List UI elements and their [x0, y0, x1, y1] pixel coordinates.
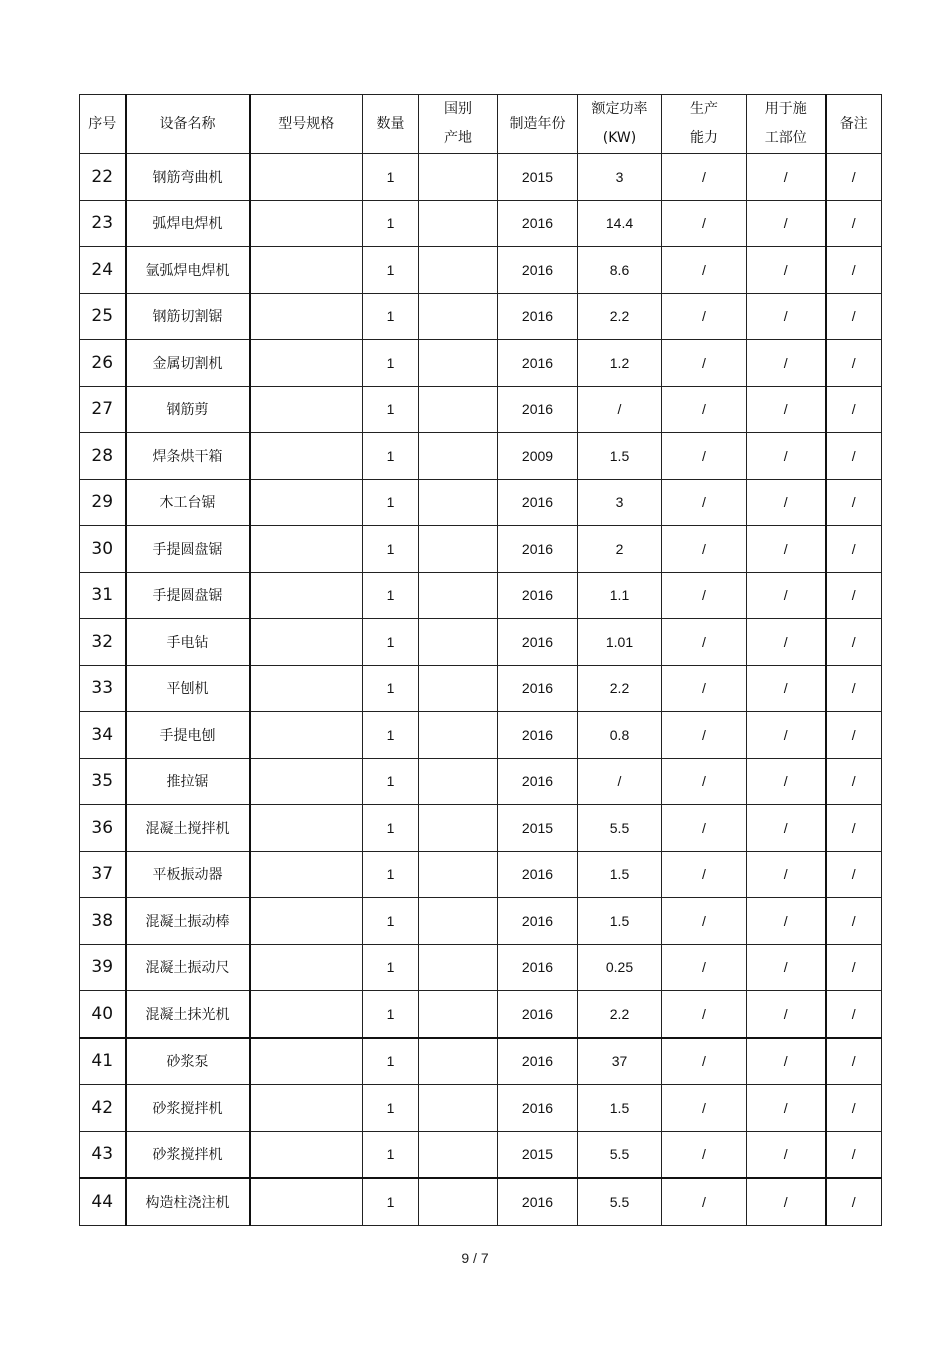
table-row: [80, 247, 882, 294]
cell-note: /: [826, 758, 882, 805]
cell-usage: /: [747, 1178, 826, 1225]
cell-note: /: [826, 154, 882, 201]
cell-capacity: /: [662, 991, 747, 1038]
cell-seq: 34: [80, 712, 126, 759]
cell-power: /: [578, 758, 662, 805]
cell-year: 2016: [498, 712, 578, 759]
cell-name: 手电钻: [126, 619, 250, 666]
header-model: 型号规格: [250, 95, 363, 154]
cell-seq: 31: [80, 572, 126, 619]
cell-note: /: [826, 665, 882, 712]
cell-usage: /: [747, 851, 826, 898]
cell-usage: /: [747, 247, 826, 294]
cell-usage: /: [747, 1085, 826, 1132]
cell-origin: [419, 1038, 498, 1085]
cell-model: [250, 479, 363, 526]
cell-note: /: [826, 619, 882, 666]
cell-year: 2016: [498, 572, 578, 619]
cell-qty: 1: [363, 479, 419, 526]
cell-name: 手提圆盘锯: [126, 526, 250, 573]
table-row: [80, 805, 882, 852]
header-seq: 序号: [80, 95, 126, 154]
cell-model: [250, 247, 363, 294]
cell-note: /: [826, 1038, 882, 1085]
cell-note: /: [826, 386, 882, 433]
cell-origin: [419, 247, 498, 294]
cell-note: /: [826, 293, 882, 340]
header-origin: 国别 产地: [419, 95, 498, 154]
cell-year: 2016: [498, 526, 578, 573]
cell-year: 2016: [498, 619, 578, 666]
table-row: [80, 340, 882, 387]
cell-origin: [419, 572, 498, 619]
table-row: [80, 712, 882, 759]
cell-capacity: /: [662, 1038, 747, 1085]
cell-origin: [419, 944, 498, 991]
cell-seq: 44: [80, 1178, 126, 1225]
cell-model: [250, 386, 363, 433]
header-name: 设备名称: [126, 95, 250, 154]
cell-model: [250, 1178, 363, 1225]
cell-seq: 23: [80, 200, 126, 247]
cell-qty: 1: [363, 386, 419, 433]
table-row: [80, 619, 882, 666]
page-number: 9 / 7: [461, 1250, 489, 1266]
cell-note: /: [826, 479, 882, 526]
cell-seq: 29: [80, 479, 126, 526]
cell-seq: 38: [80, 898, 126, 945]
cell-name: 钢筋切割锯: [126, 293, 250, 340]
table-row: [80, 665, 882, 712]
header-power: 额定功率 (KW): [578, 95, 662, 154]
cell-seq: 42: [80, 1085, 126, 1132]
cell-seq: 22: [80, 154, 126, 201]
cell-origin: [419, 293, 498, 340]
cell-year: 2016: [498, 1085, 578, 1132]
cell-name: 钢筋剪: [126, 386, 250, 433]
cell-year: 2016: [498, 991, 578, 1038]
cell-note: /: [826, 1178, 882, 1225]
cell-power: 1.1: [578, 572, 662, 619]
cell-qty: 1: [363, 944, 419, 991]
cell-usage: /: [747, 1038, 826, 1085]
cell-model: [250, 572, 363, 619]
cell-name: 混凝土振动尺: [126, 944, 250, 991]
cell-name: 平板振动器: [126, 851, 250, 898]
cell-year: 2016: [498, 758, 578, 805]
cell-note: /: [826, 944, 882, 991]
cell-qty: 1: [363, 572, 419, 619]
table-header: [80, 95, 882, 154]
cell-name: 弧焊电焊机: [126, 200, 250, 247]
cell-model: [250, 1131, 363, 1178]
cell-year: 2016: [498, 293, 578, 340]
table-row: [80, 479, 882, 526]
cell-capacity: /: [662, 944, 747, 991]
cell-note: /: [826, 526, 882, 573]
cell-usage: /: [747, 386, 826, 433]
cell-usage: /: [747, 712, 826, 759]
cell-capacity: /: [662, 526, 747, 573]
cell-origin: [419, 433, 498, 480]
cell-capacity: /: [662, 1131, 747, 1178]
header-note: 备注: [826, 95, 882, 154]
cell-power: 8.6: [578, 247, 662, 294]
cell-name: 钢筋弯曲机: [126, 154, 250, 201]
cell-model: [250, 293, 363, 340]
cell-seq: 35: [80, 758, 126, 805]
cell-name: 焊条烘干箱: [126, 433, 250, 480]
cell-qty: 1: [363, 758, 419, 805]
cell-model: [250, 1085, 363, 1132]
cell-model: [250, 991, 363, 1038]
cell-model: [250, 758, 363, 805]
cell-usage: /: [747, 340, 826, 387]
cell-usage: /: [747, 293, 826, 340]
cell-power: 2.2: [578, 991, 662, 1038]
cell-power: 1.01: [578, 619, 662, 666]
cell-year: 2015: [498, 154, 578, 201]
cell-capacity: /: [662, 1178, 747, 1225]
cell-year: 2016: [498, 851, 578, 898]
cell-origin: [419, 479, 498, 526]
header-capacity: 生产 能力: [662, 95, 747, 154]
cell-name: 混凝土振动棒: [126, 898, 250, 945]
cell-power: 14.4: [578, 200, 662, 247]
cell-usage: /: [747, 572, 826, 619]
cell-power: 0.25: [578, 944, 662, 991]
cell-note: /: [826, 991, 882, 1038]
cell-capacity: /: [662, 712, 747, 759]
cell-capacity: /: [662, 619, 747, 666]
cell-note: /: [826, 247, 882, 294]
cell-seq: 32: [80, 619, 126, 666]
cell-capacity: /: [662, 247, 747, 294]
cell-year: 2009: [498, 433, 578, 480]
cell-year: 2016: [498, 665, 578, 712]
cell-seq: 30: [80, 526, 126, 573]
cell-qty: 1: [363, 712, 419, 759]
cell-name: 木工台锯: [126, 479, 250, 526]
cell-model: [250, 154, 363, 201]
cell-seq: 25: [80, 293, 126, 340]
cell-qty: 1: [363, 1085, 419, 1132]
cell-model: [250, 712, 363, 759]
cell-model: [250, 340, 363, 387]
table-row: [80, 1038, 882, 1085]
cell-year: 2015: [498, 1131, 578, 1178]
cell-power: 1.2: [578, 340, 662, 387]
cell-model: [250, 805, 363, 852]
cell-note: /: [826, 851, 882, 898]
cell-note: /: [826, 805, 882, 852]
table-row: [80, 526, 882, 573]
cell-model: [250, 898, 363, 945]
cell-seq: 41: [80, 1038, 126, 1085]
cell-qty: 1: [363, 247, 419, 294]
cell-qty: 1: [363, 665, 419, 712]
cell-note: /: [826, 572, 882, 619]
header-row: [80, 95, 882, 154]
cell-year: 2016: [498, 898, 578, 945]
cell-name: 砂浆泵: [126, 1038, 250, 1085]
cell-model: [250, 851, 363, 898]
cell-note: /: [826, 433, 882, 480]
cell-power: 1.5: [578, 851, 662, 898]
cell-capacity: /: [662, 758, 747, 805]
cell-seq: 36: [80, 805, 126, 852]
cell-origin: [419, 805, 498, 852]
cell-capacity: /: [662, 154, 747, 201]
cell-model: [250, 526, 363, 573]
cell-note: /: [826, 1085, 882, 1132]
cell-seq: 27: [80, 386, 126, 433]
cell-origin: [419, 712, 498, 759]
header-qty: 数量: [363, 95, 419, 154]
cell-model: [250, 200, 363, 247]
cell-usage: /: [747, 758, 826, 805]
table-row: [80, 1085, 882, 1132]
cell-power: 3: [578, 154, 662, 201]
cell-name: 手提电刨: [126, 712, 250, 759]
cell-qty: 1: [363, 340, 419, 387]
cell-name: 金属切割机: [126, 340, 250, 387]
table-row: [80, 200, 882, 247]
cell-model: [250, 433, 363, 480]
table-body: [80, 154, 882, 1226]
cell-qty: 1: [363, 1038, 419, 1085]
cell-note: /: [826, 898, 882, 945]
table-row: [80, 758, 882, 805]
cell-capacity: /: [662, 851, 747, 898]
table-row: [80, 898, 882, 945]
cell-origin: [419, 665, 498, 712]
cell-qty: 1: [363, 1178, 419, 1225]
cell-name: 平刨机: [126, 665, 250, 712]
cell-note: /: [826, 712, 882, 759]
cell-usage: /: [747, 200, 826, 247]
cell-year: 2015: [498, 805, 578, 852]
cell-usage: /: [747, 944, 826, 991]
cell-capacity: /: [662, 805, 747, 852]
cell-origin: [419, 1178, 498, 1225]
cell-power: 1.5: [578, 1085, 662, 1132]
cell-qty: 1: [363, 1131, 419, 1178]
cell-name: 混凝土抹光机: [126, 991, 250, 1038]
cell-usage: /: [747, 619, 826, 666]
cell-name: 手提圆盘锯: [126, 572, 250, 619]
cell-year: 2016: [498, 386, 578, 433]
table-row: [80, 1131, 882, 1178]
cell-power: 3: [578, 479, 662, 526]
cell-power: 37: [578, 1038, 662, 1085]
cell-qty: 1: [363, 293, 419, 340]
table-row: [80, 386, 882, 433]
cell-name: 砂浆搅拌机: [126, 1131, 250, 1178]
table-row: [80, 944, 882, 991]
cell-usage: /: [747, 433, 826, 480]
cell-origin: [419, 758, 498, 805]
cell-capacity: /: [662, 665, 747, 712]
cell-power: /: [578, 386, 662, 433]
cell-origin: [419, 1085, 498, 1132]
cell-name: 构造柱浇注机: [126, 1178, 250, 1225]
cell-note: /: [826, 340, 882, 387]
cell-note: /: [826, 1131, 882, 1178]
cell-usage: /: [747, 991, 826, 1038]
cell-qty: 1: [363, 991, 419, 1038]
cell-origin: [419, 340, 498, 387]
cell-seq: 43: [80, 1131, 126, 1178]
cell-model: [250, 665, 363, 712]
cell-seq: 28: [80, 433, 126, 480]
cell-year: 2016: [498, 247, 578, 294]
cell-name: 氩弧焊电焊机: [126, 247, 250, 294]
cell-origin: [419, 1131, 498, 1178]
cell-qty: 1: [363, 619, 419, 666]
cell-seq: 39: [80, 944, 126, 991]
cell-year: 2016: [498, 1178, 578, 1225]
cell-origin: [419, 619, 498, 666]
cell-origin: [419, 154, 498, 201]
cell-seq: 24: [80, 247, 126, 294]
cell-capacity: /: [662, 340, 747, 387]
cell-origin: [419, 200, 498, 247]
equipment-table: [79, 94, 882, 1226]
cell-qty: 1: [363, 851, 419, 898]
cell-year: 2016: [498, 944, 578, 991]
cell-qty: 1: [363, 805, 419, 852]
header-year: 制造年份: [498, 95, 578, 154]
cell-name: 砂浆搅拌机: [126, 1085, 250, 1132]
cell-seq: 26: [80, 340, 126, 387]
cell-origin: [419, 526, 498, 573]
cell-power: 2.2: [578, 293, 662, 340]
cell-seq: 40: [80, 991, 126, 1038]
cell-power: 2: [578, 526, 662, 573]
cell-year: 2016: [498, 479, 578, 526]
cell-power: 1.5: [578, 433, 662, 480]
cell-model: [250, 944, 363, 991]
cell-note: /: [826, 200, 882, 247]
cell-capacity: /: [662, 386, 747, 433]
cell-qty: 1: [363, 433, 419, 480]
cell-power: 0.8: [578, 712, 662, 759]
cell-usage: /: [747, 479, 826, 526]
cell-qty: 1: [363, 154, 419, 201]
table-row: [80, 1178, 882, 1225]
cell-usage: /: [747, 1131, 826, 1178]
cell-qty: 1: [363, 898, 419, 945]
cell-usage: /: [747, 665, 826, 712]
cell-power: 2.2: [578, 665, 662, 712]
cell-origin: [419, 991, 498, 1038]
cell-model: [250, 1038, 363, 1085]
cell-model: [250, 619, 363, 666]
cell-name: 混凝土搅拌机: [126, 805, 250, 852]
cell-year: 2016: [498, 200, 578, 247]
cell-usage: /: [747, 526, 826, 573]
cell-capacity: /: [662, 572, 747, 619]
cell-capacity: /: [662, 200, 747, 247]
cell-seq: 33: [80, 665, 126, 712]
cell-usage: /: [747, 898, 826, 945]
cell-origin: [419, 851, 498, 898]
table-row: [80, 572, 882, 619]
table-row: [80, 433, 882, 480]
cell-capacity: /: [662, 898, 747, 945]
table-row: [80, 293, 882, 340]
cell-capacity: /: [662, 479, 747, 526]
cell-origin: [419, 386, 498, 433]
cell-power: 1.5: [578, 898, 662, 945]
cell-seq: 37: [80, 851, 126, 898]
cell-power: 5.5: [578, 1178, 662, 1225]
cell-name: 推拉锯: [126, 758, 250, 805]
cell-capacity: /: [662, 293, 747, 340]
table-row: [80, 154, 882, 201]
table-row: [80, 851, 882, 898]
cell-power: 5.5: [578, 805, 662, 852]
cell-year: 2016: [498, 340, 578, 387]
cell-year: 2016: [498, 1038, 578, 1085]
cell-power: 5.5: [578, 1131, 662, 1178]
header-usage: 用于施 工部位: [747, 95, 826, 154]
cell-qty: 1: [363, 200, 419, 247]
cell-usage: /: [747, 154, 826, 201]
cell-usage: /: [747, 805, 826, 852]
table-row: [80, 991, 882, 1038]
cell-capacity: /: [662, 1085, 747, 1132]
cell-origin: [419, 898, 498, 945]
cell-qty: 1: [363, 526, 419, 573]
cell-capacity: /: [662, 433, 747, 480]
